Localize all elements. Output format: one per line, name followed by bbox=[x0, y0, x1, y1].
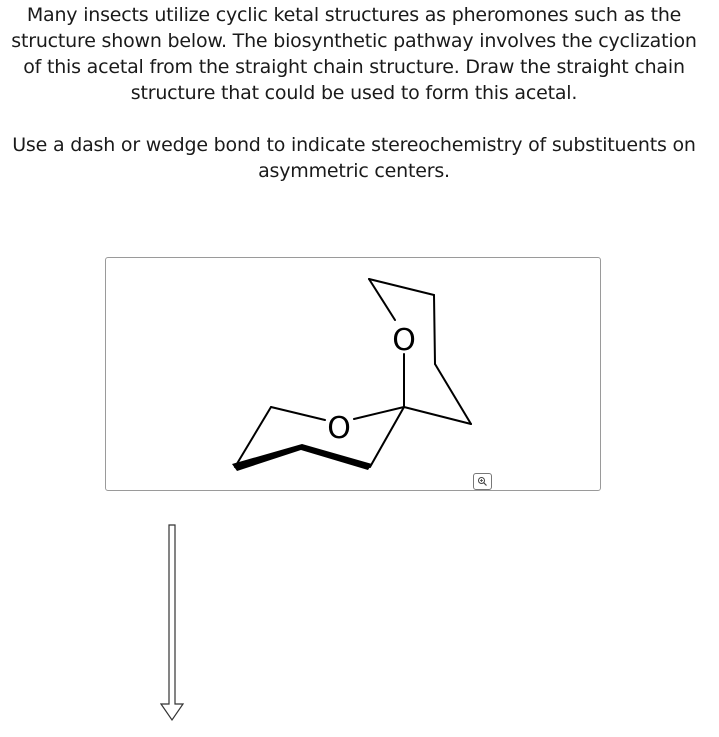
zoom-in-icon bbox=[477, 476, 488, 487]
oxygen-atom-label: O bbox=[327, 411, 351, 446]
down-arrow-icon bbox=[160, 524, 186, 724]
oxygen-atom-label: O bbox=[392, 323, 416, 358]
bond bbox=[354, 407, 404, 419]
question-text bbox=[0, 2, 708, 184]
molecule-image-panel bbox=[105, 257, 601, 491]
question-paragraph-2: Use a dash or wedge bond to indicate stereochemistry of substituents on asymmetric centers. bbox=[12, 134, 696, 182]
zoom-button[interactable] bbox=[473, 473, 492, 490]
bond bbox=[434, 295, 435, 364]
bond bbox=[271, 407, 325, 420]
wedge-bond bbox=[232, 444, 304, 471]
question-paragraph-1: Many insects utilize cyclic ketal structures as pheromones such as the structure shown below. The biosynthetic pathway involves the cyclization of this acetal from the straight chain structure. Draw the straight chain structure that could be used to form this acetal. bbox=[11, 4, 697, 104]
bond bbox=[370, 407, 404, 467]
spiroketal-structure bbox=[106, 258, 600, 490]
wedge-bond bbox=[301, 444, 372, 470]
bond bbox=[404, 407, 471, 424]
bond bbox=[435, 364, 471, 424]
